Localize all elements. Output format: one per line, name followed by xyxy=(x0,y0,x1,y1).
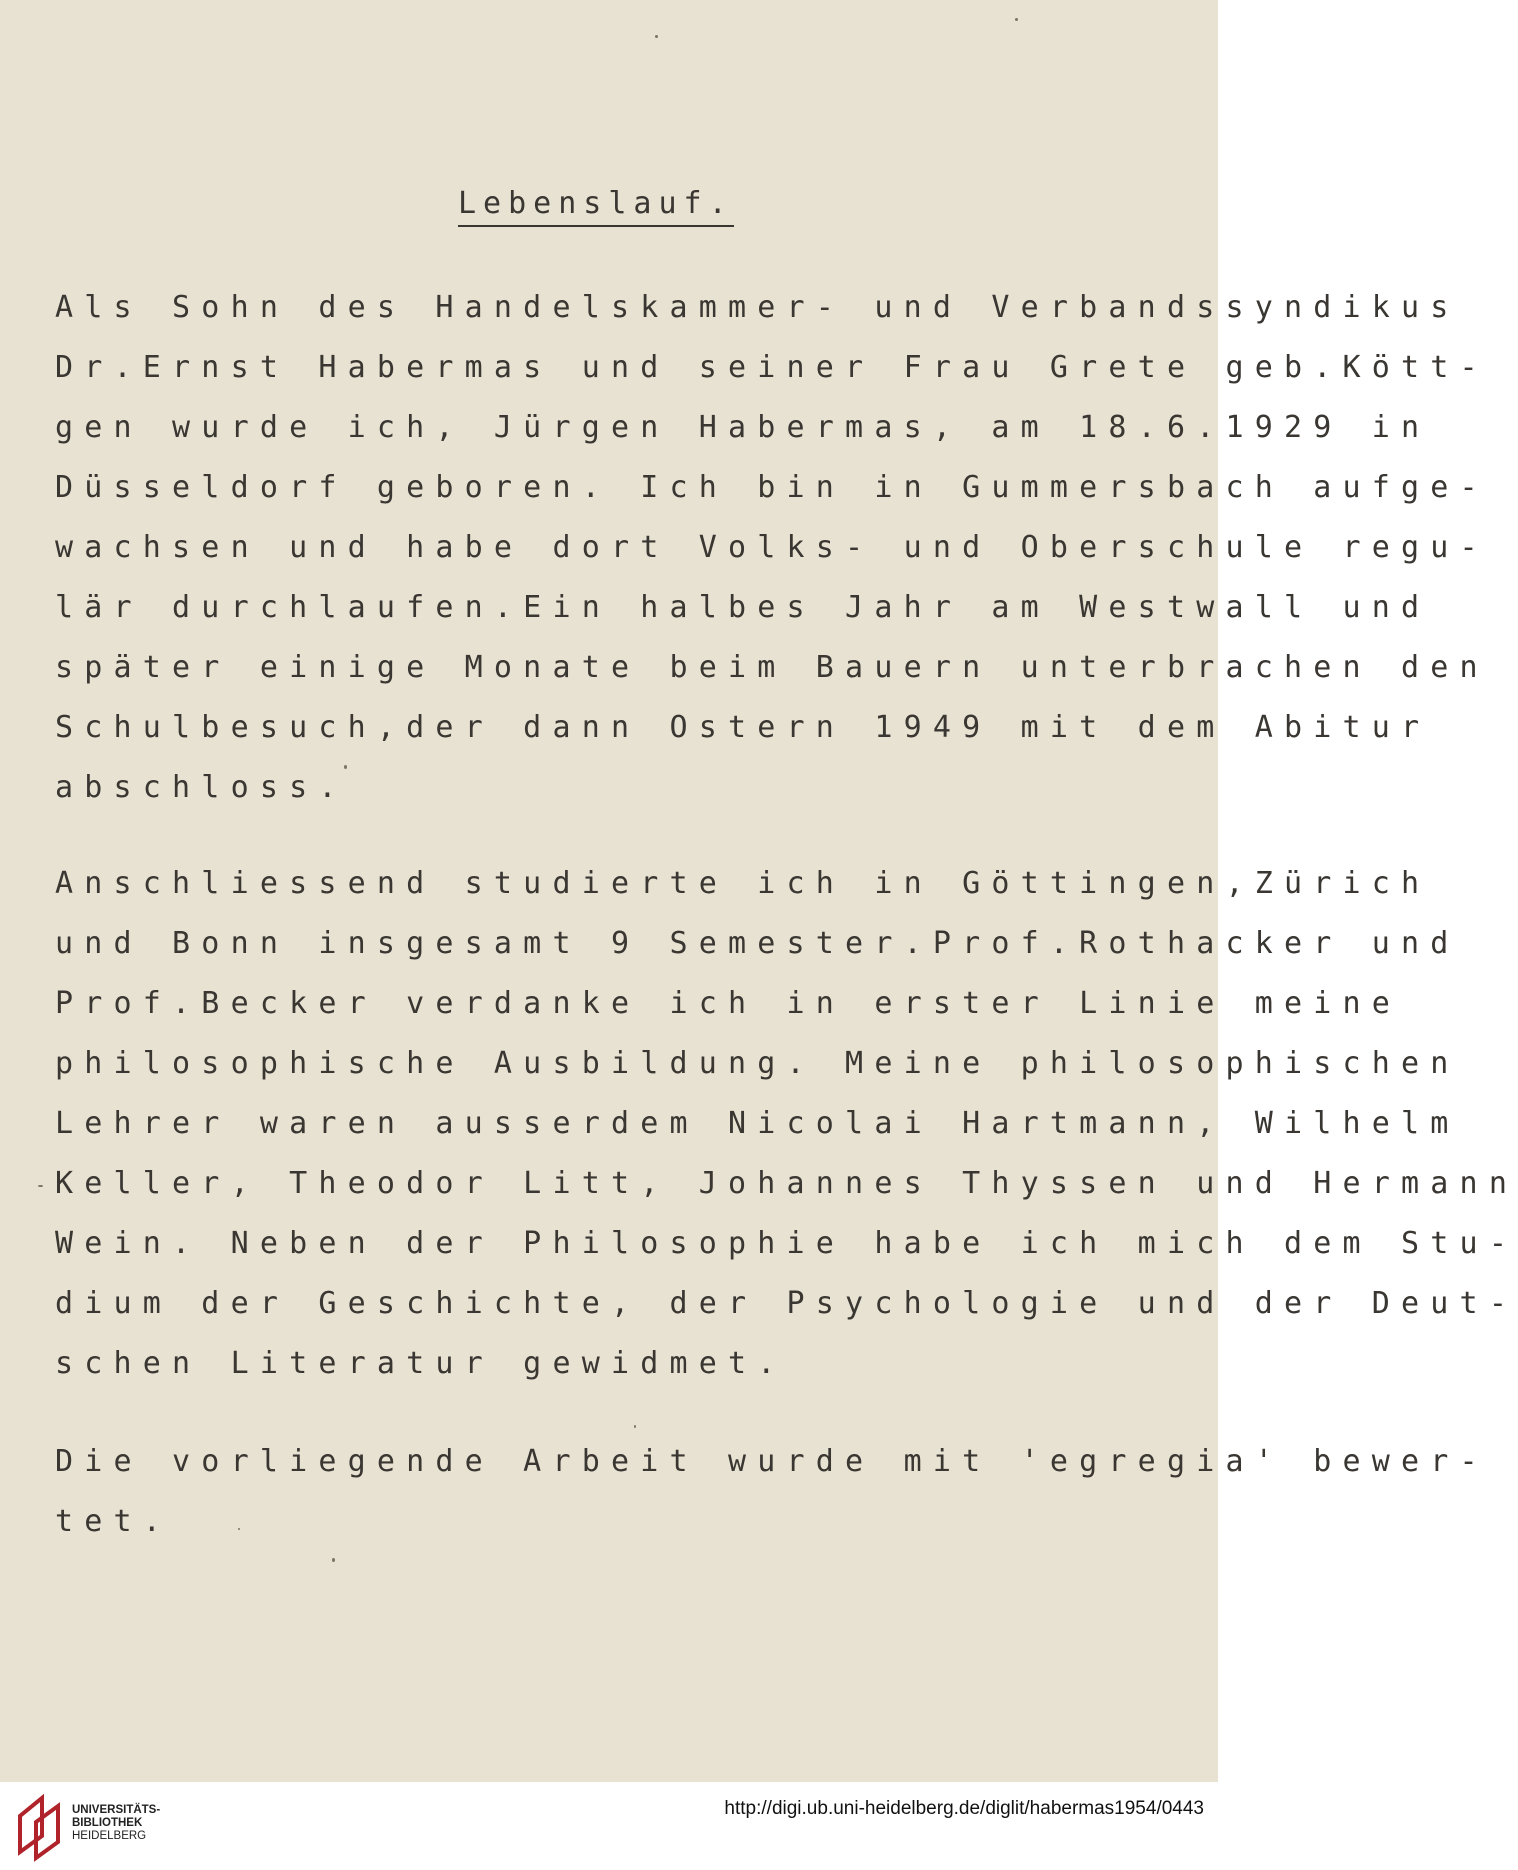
paper-speck xyxy=(634,1425,636,1428)
text-line: tet. xyxy=(55,1504,173,1539)
digitization-footer xyxy=(0,1782,1218,1870)
paper-speck xyxy=(1015,18,1018,21)
text-line: Als Sohn des Handelskammer- und Verbandssyndikus xyxy=(55,290,1460,325)
text-line: schen Literatur gewidmet. xyxy=(55,1346,787,1381)
paper-speck xyxy=(38,1185,43,1187)
text-line: Keller, Theodor Litt, Johannes Thyssen und Hermann xyxy=(55,1166,1518,1201)
library-name-line3: HEIDELBERG xyxy=(72,1830,147,1842)
text-line: wachsen und habe dort Volks- und Oberschule regu- xyxy=(55,530,1489,565)
text-line: später einige Monate beim Bauern unterbrachen den xyxy=(55,650,1489,685)
text-line: abschloss. xyxy=(55,770,348,805)
text-line: Dr.Ernst Habermas und seiner Frau Grete geb.Kött- xyxy=(55,350,1489,385)
library-name xyxy=(72,1804,160,1843)
text-line: und Bonn insgesamt 9 Semester.Prof.Rothacker und xyxy=(55,926,1460,961)
page-title: Lebenslauf. xyxy=(458,186,734,227)
text-line: Wein. Neben der Philosophie habe ich mich dem Stu- xyxy=(55,1226,1518,1261)
permalink-url[interactable]: http://digi.ub.uni-heidelberg.de/diglit/habermas1954/0443 xyxy=(724,1798,1204,1819)
text-line: Prof.Becker verdanke ich in erster Linie meine xyxy=(55,986,1402,1021)
paper-speck xyxy=(238,1528,240,1530)
text-line: Anschliessend studierte ich in Göttingen,Zürich xyxy=(55,866,1431,901)
text-line: philosophische Ausbildung. Meine philosophischen xyxy=(55,1046,1460,1081)
paper-speck xyxy=(655,35,658,38)
library-logo-icon xyxy=(14,1792,66,1862)
text-line: Lehrer waren ausserdem Nicolai Hartmann, Wilhelm xyxy=(55,1106,1460,1141)
paper-speck xyxy=(332,1558,335,1562)
library-name-line1: UNIVERSITÄTS- xyxy=(72,1804,161,1816)
paragraph-biography-early xyxy=(55,278,1489,818)
text-line: gen wurde ich, Jürgen Habermas, am 18.6.1929 in xyxy=(55,410,1431,445)
paper-speck xyxy=(344,765,347,769)
text-line: Die vorliegende Arbeit wurde mit 'egregia' bewer- xyxy=(55,1444,1489,1479)
text-line: Düsseldorf geboren. Ich bin in Gummersbach aufge- xyxy=(55,470,1489,505)
library-name-line2: BIBLIOTHEK xyxy=(72,1817,143,1829)
text-line: lär durchlaufen.Ein halbes Jahr am Westwall und xyxy=(55,590,1431,625)
paragraph-evaluation xyxy=(55,1432,1489,1552)
text-line: Schulbesuch,der dann Ostern 1949 mit dem Abitur xyxy=(55,710,1431,745)
text-line: dium der Geschichte, der Psychologie und der Deut- xyxy=(55,1286,1518,1321)
paragraph-biography-studies xyxy=(55,854,1518,1394)
